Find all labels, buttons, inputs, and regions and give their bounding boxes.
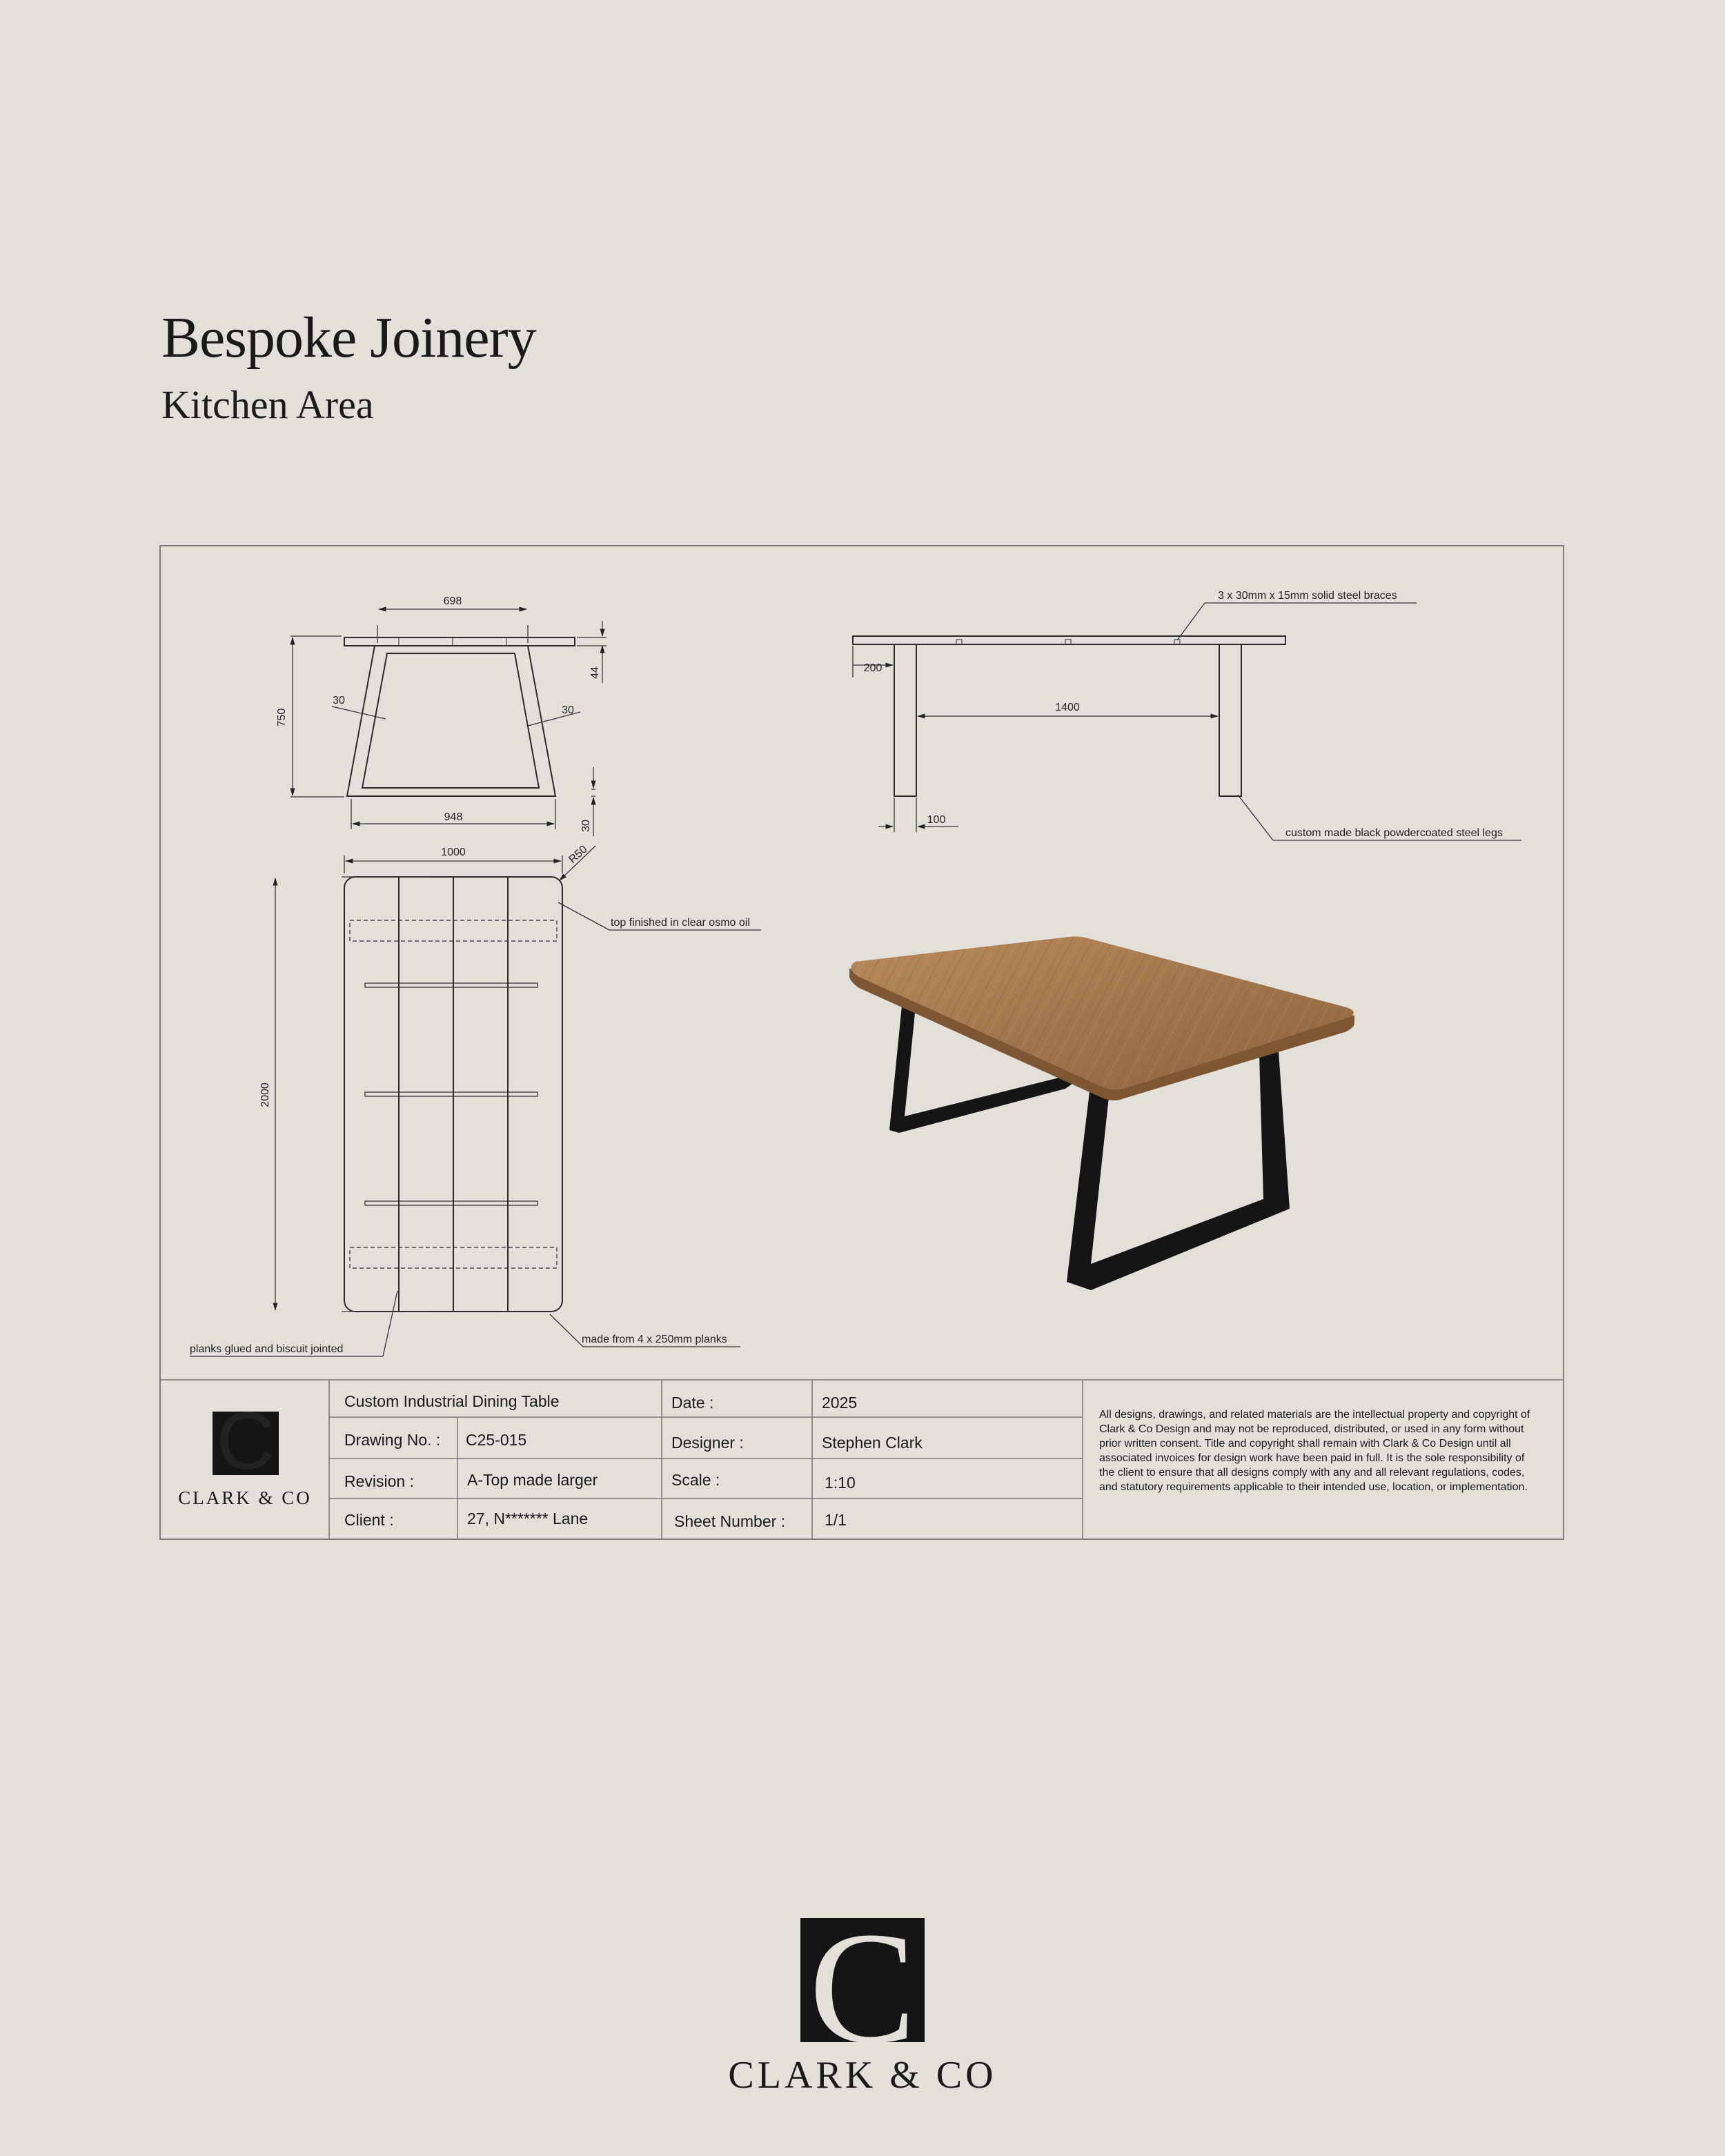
dim-plan-width: 1000 bbox=[441, 847, 466, 858]
dim-leg-width: 100 bbox=[927, 814, 946, 826]
side-elevation-dimensions bbox=[853, 603, 1521, 840]
revision-label: Revision : bbox=[344, 1472, 414, 1490]
titleblock-logo-wordmark: CLARK & CO bbox=[178, 1487, 312, 1508]
client-value: 27, N******* Lane bbox=[467, 1510, 589, 1527]
dim-base-width: 948 bbox=[444, 811, 463, 823]
dim-leg-angle-right: 30 bbox=[562, 704, 574, 716]
date-value: 2025 bbox=[822, 1394, 858, 1412]
footer-logo-wordmark: CLARK & CO bbox=[728, 2054, 997, 2097]
page-title: Bespoke Joinery bbox=[161, 306, 536, 370]
dim-leg-angle-left: 30 bbox=[333, 695, 345, 706]
dim-foot-thickness: 30 bbox=[580, 820, 592, 832]
dim-height: 750 bbox=[276, 708, 288, 727]
client-label: Client : bbox=[344, 1511, 394, 1529]
logo-letter-large: C bbox=[809, 1918, 916, 2042]
sheet-label: Sheet Number : bbox=[674, 1512, 786, 1530]
logo-letter-small: C bbox=[216, 1396, 275, 1487]
side-elevation-labels bbox=[864, 590, 1503, 839]
page-subtitle: Kitchen Area bbox=[161, 382, 374, 427]
drawing-sheet bbox=[159, 545, 1564, 1540]
note-finish: top finished in clear osmo oil bbox=[611, 917, 750, 929]
dim-leg-span: 1400 bbox=[1055, 702, 1080, 713]
project-name: Custom Industrial Dining Table bbox=[344, 1392, 560, 1410]
dim-plan-length: 2000 bbox=[259, 1082, 271, 1107]
scale-label: Scale : bbox=[671, 1471, 720, 1489]
drawing-no-label: Drawing No. : bbox=[344, 1431, 441, 1449]
table-3d-render bbox=[849, 936, 1354, 1290]
plan-view bbox=[344, 877, 562, 1312]
designer-label: Designer : bbox=[671, 1434, 744, 1452]
designer-value: Stephen Clark bbox=[822, 1434, 923, 1452]
footer-logo bbox=[800, 1918, 925, 2042]
note-joints: planks glued and biscuit jointed bbox=[190, 1343, 344, 1355]
end-elevation-dimensions bbox=[290, 609, 607, 836]
note-braces: 3 x 30mm x 15mm solid steel braces bbox=[1218, 590, 1397, 602]
dim-corner-radius: R50 bbox=[566, 843, 590, 866]
sheet-value: 1/1 bbox=[825, 1511, 847, 1529]
dim-top-thickness: 44 bbox=[589, 666, 601, 679]
drawing-no-value: C25-015 bbox=[466, 1431, 527, 1449]
end-elevation-view bbox=[344, 637, 575, 796]
note-legs: custom made black powdercoated steel legs bbox=[1285, 827, 1503, 839]
date-label: Date : bbox=[671, 1394, 714, 1412]
dim-top-width: 698 bbox=[443, 595, 462, 607]
note-planks: made from 4 x 250mm planks bbox=[582, 1334, 727, 1345]
titleblock-logo-mark bbox=[213, 1396, 279, 1487]
copyright-disclaimer: All designs, drawings, and related materials are the intellectual property and copyright of Clark & Co Design and may not be reproduced, distributed, or used in any form without prior written consent. Title and copyright shall remain with Clark & Co Design until all associated invoices for design work have been paid in full. It is the sole responsibility of the client to ensure that all designs comply with any and all relevant regulations, codes, and statutory requirements applicable to their intended use, location, or implementation. bbox=[1099, 1409, 1530, 1493]
technical-drawing bbox=[161, 546, 1563, 1539]
scale-value: 1:10 bbox=[825, 1474, 856, 1492]
dim-side-overhang: 200 bbox=[863, 662, 883, 674]
revision-value: A-Top made larger bbox=[467, 1471, 598, 1489]
